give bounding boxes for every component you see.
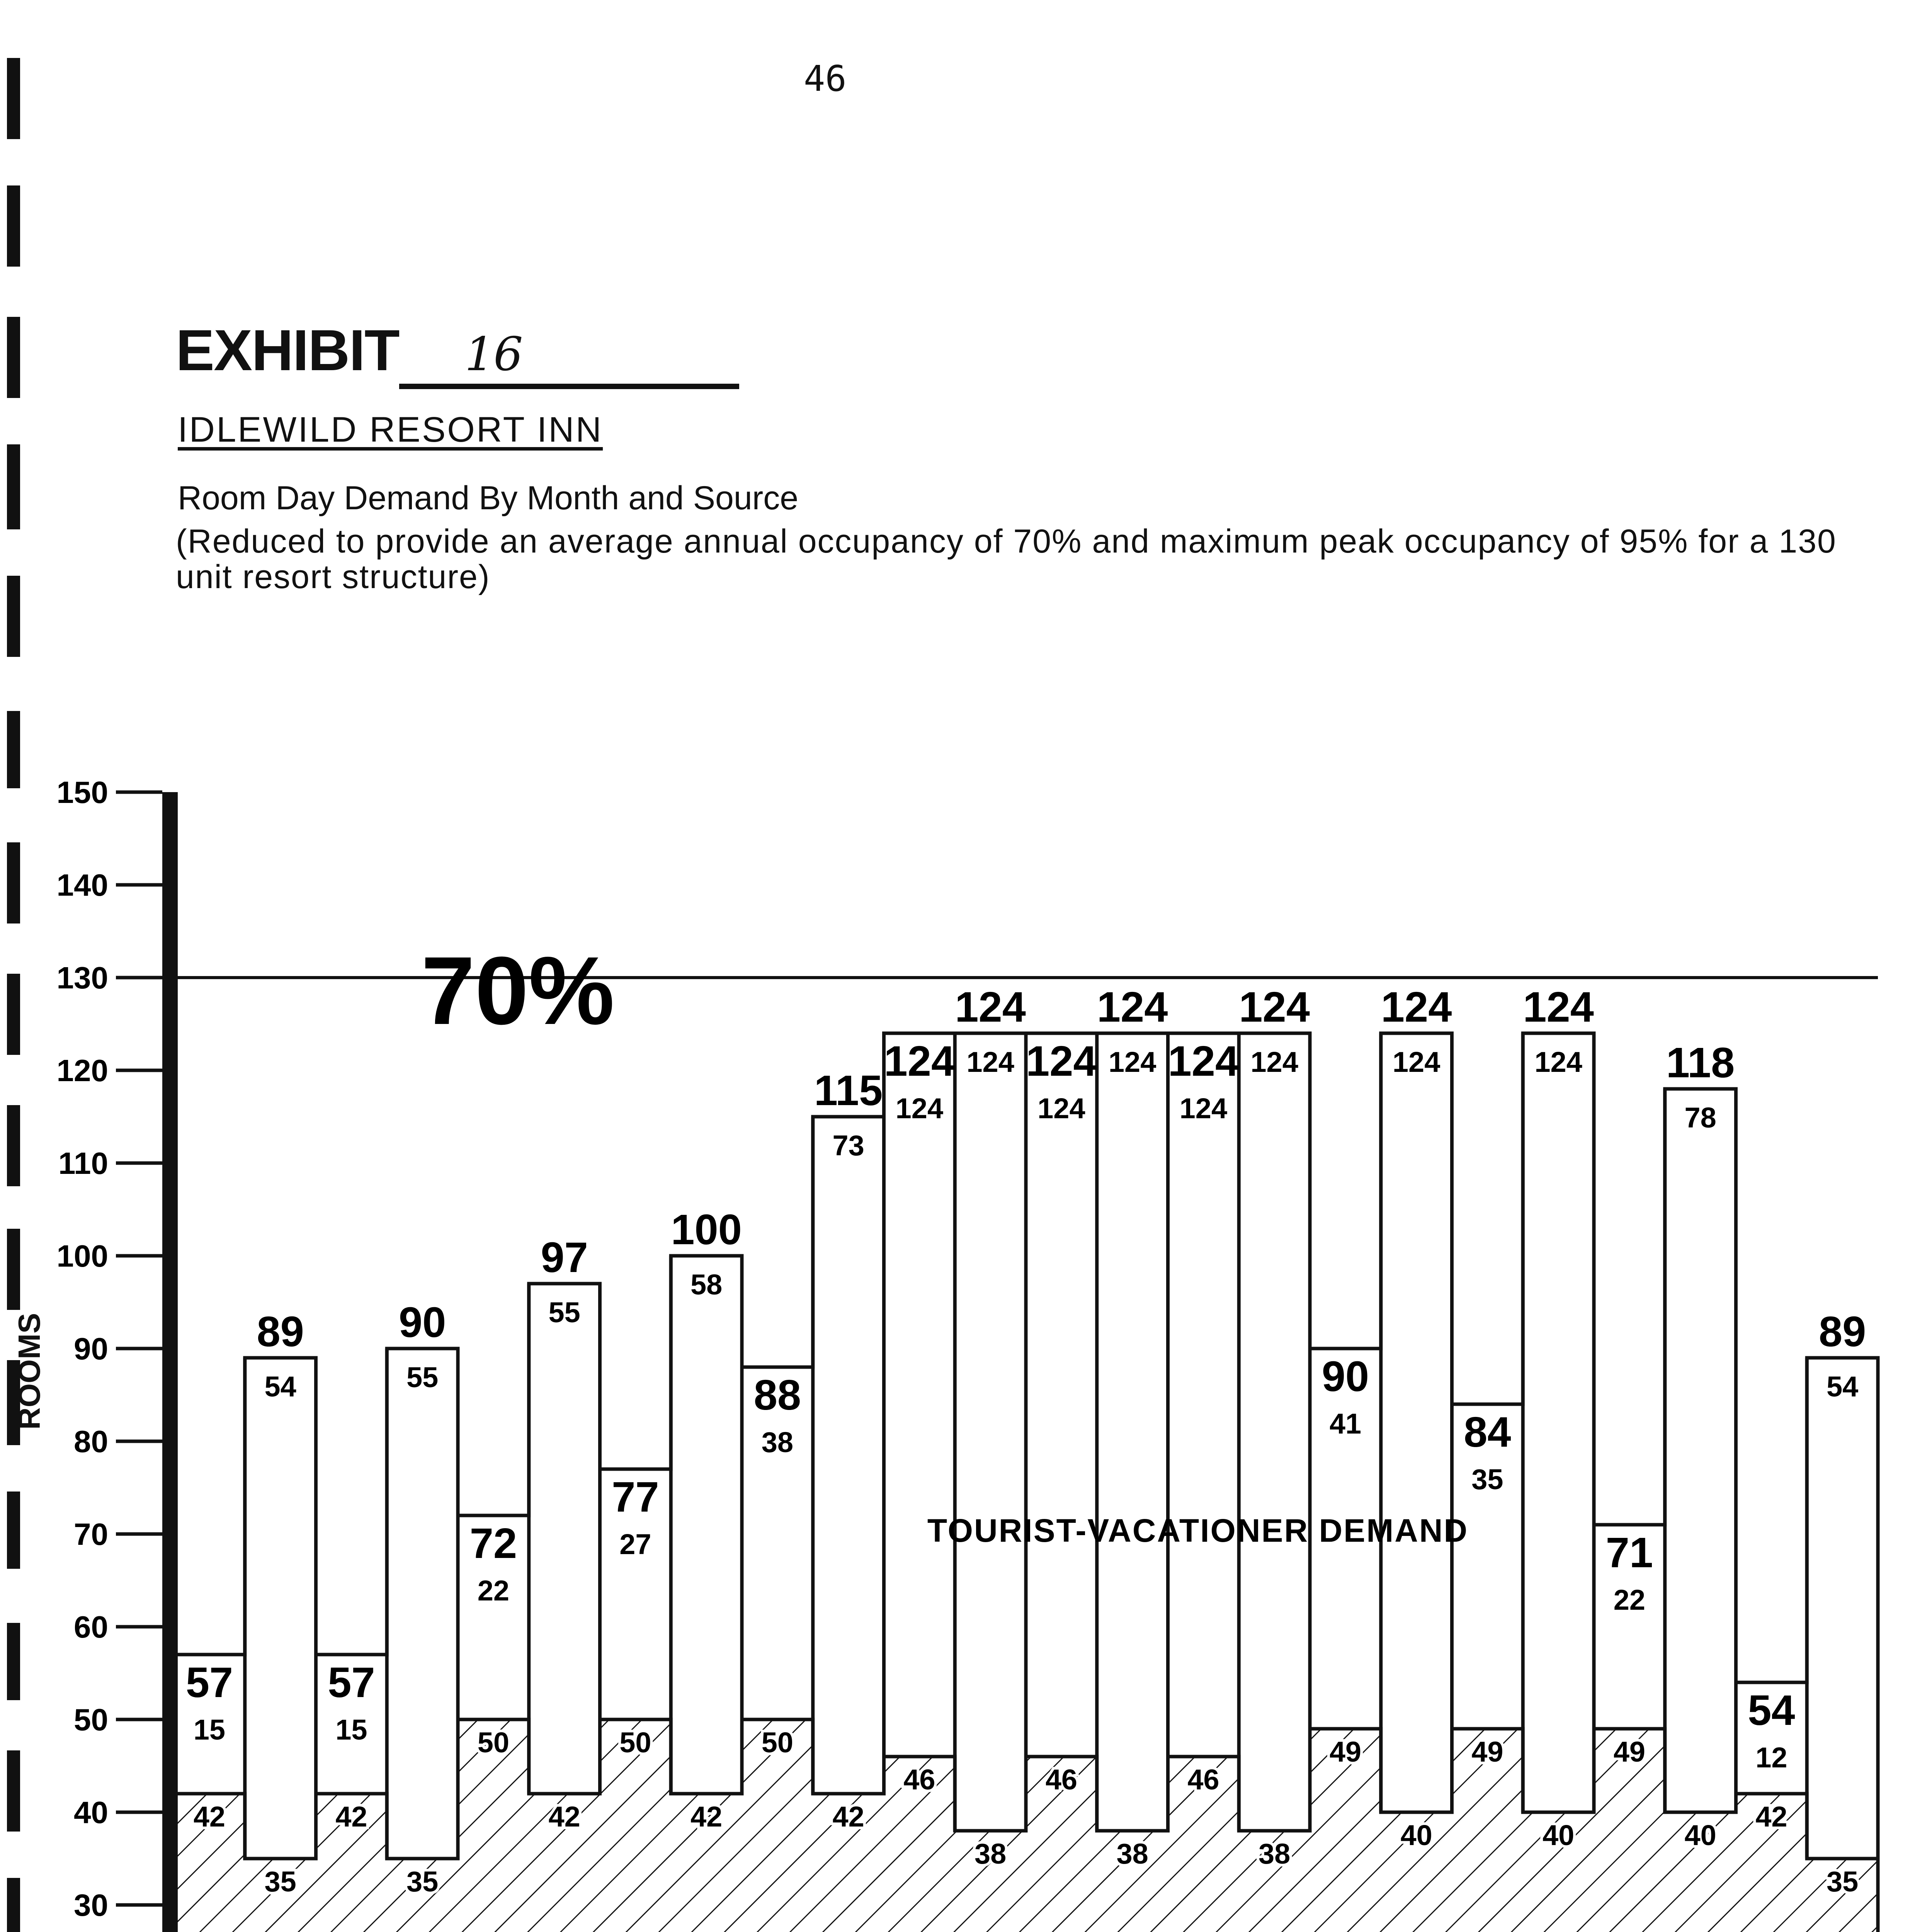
total-label: 115 xyxy=(814,1067,883,1114)
total-label: 124 xyxy=(1168,1037,1239,1085)
tourist-value-label: 27 xyxy=(619,1528,651,1560)
y-tick-label: 150 xyxy=(56,775,108,810)
group-value-label: 49 xyxy=(1329,1736,1362,1768)
y-tick-label: 100 xyxy=(56,1239,108,1273)
tourist-value-label: 73 xyxy=(832,1129,864,1162)
y-tick-label: 110 xyxy=(58,1146,108,1180)
total-label: 118 xyxy=(1666,1039,1735,1087)
tourist-value-label: 124 xyxy=(1534,1046,1582,1078)
total-label: 89 xyxy=(257,1308,304,1355)
group-value-label: 42 xyxy=(193,1801,226,1833)
group-value-label: 40 xyxy=(1542,1819,1575,1851)
tourist-value-label: 58 xyxy=(690,1269,723,1301)
total-label: 71 xyxy=(1605,1529,1653,1577)
y-tick-label: 60 xyxy=(74,1610,108,1644)
chart-subtitle: Room Day Demand By Month and Source xyxy=(178,480,799,517)
tourist-value-label: 22 xyxy=(477,1575,510,1607)
y-axis-label: ROOMS xyxy=(12,1313,46,1430)
group-value-label: 42 xyxy=(832,1801,864,1833)
y-tick-label: 40 xyxy=(74,1795,108,1830)
exhibit-number: 16 xyxy=(399,326,739,389)
group-value-label: 42 xyxy=(548,1801,580,1833)
group-value-label: 50 xyxy=(761,1726,794,1759)
total-label: 124 xyxy=(884,1037,955,1085)
group-value-label: 46 xyxy=(903,1764,935,1796)
group-value-label: 49 xyxy=(1471,1736,1503,1768)
resort-name: IDLEWILD RESORT INN xyxy=(178,410,603,449)
group-value-label: 35 xyxy=(406,1866,439,1898)
tourist-value-label: 12 xyxy=(1755,1742,1787,1774)
group-value-label: 50 xyxy=(619,1726,651,1759)
y-tick-label: 140 xyxy=(56,868,108,902)
total-label: 124 xyxy=(1381,983,1452,1031)
y-tick-label: 50 xyxy=(74,1702,108,1737)
tourist-value-label: 124 xyxy=(1392,1046,1440,1078)
tourist-value-label: 124 xyxy=(966,1046,1014,1078)
tourist-value-label: 54 xyxy=(264,1371,296,1403)
reference-line-label: 70% xyxy=(421,937,615,1044)
exhibit-label: EXHIBIT xyxy=(176,318,399,383)
group-value-label: 38 xyxy=(1258,1838,1291,1870)
group-value-label: 42 xyxy=(335,1801,367,1833)
group-value-label: 35 xyxy=(264,1866,296,1898)
group-value-label: 38 xyxy=(974,1838,1007,1870)
group-value-label: 40 xyxy=(1684,1819,1716,1851)
y-tick-label: 130 xyxy=(56,961,108,995)
total-label: 124 xyxy=(1523,983,1594,1031)
tourist-value-label: 124 xyxy=(1179,1092,1228,1124)
total-label: 97 xyxy=(541,1234,588,1281)
total-label: 124 xyxy=(1026,1037,1097,1085)
group-value-label: 49 xyxy=(1613,1736,1646,1768)
total-label: 57 xyxy=(185,1659,233,1706)
tourist-value-label: 124 xyxy=(895,1092,944,1124)
tourist-value-label: 124 xyxy=(1108,1046,1156,1078)
total-label: 89 xyxy=(1818,1308,1866,1355)
group-value-label: 46 xyxy=(1187,1764,1219,1796)
total-label: 57 xyxy=(328,1659,375,1706)
total-label: 84 xyxy=(1464,1408,1511,1456)
tourist-value-label: 124 xyxy=(1250,1046,1298,1078)
tourist-value-label: 55 xyxy=(548,1296,580,1328)
group-value-label: 50 xyxy=(477,1726,510,1759)
total-label: 90 xyxy=(1321,1353,1369,1400)
y-tick-label: 90 xyxy=(74,1332,108,1366)
group-value-label: 38 xyxy=(1116,1838,1148,1870)
chart-note: (Reduced to provide an average annual occupancy of 70% and maximum peak occupancy of 95% for a 130 unit resort structure) xyxy=(176,523,1837,595)
y-tick-label: 80 xyxy=(74,1424,108,1459)
tourist-value-label: 78 xyxy=(1684,1102,1716,1134)
total-label: 124 xyxy=(1239,983,1310,1031)
group-value-label: 42 xyxy=(690,1801,723,1833)
total-label: 88 xyxy=(753,1371,801,1419)
tourist-series-label: TOURIST-VACATIONER DEMAND xyxy=(927,1512,1469,1549)
total-label: 124 xyxy=(955,983,1026,1031)
y-tick-label: 30 xyxy=(74,1888,108,1922)
tourist-value-label: 55 xyxy=(406,1361,439,1393)
tourist-value-label: 35 xyxy=(1471,1463,1503,1495)
tourist-value-label: 15 xyxy=(193,1714,226,1746)
group-value-label: 46 xyxy=(1045,1764,1078,1796)
tourist-value-label: 54 xyxy=(1826,1371,1859,1403)
group-value-label: 35 xyxy=(1826,1866,1859,1898)
total-label: 90 xyxy=(398,1299,446,1346)
y-tick-label: 70 xyxy=(74,1517,108,1551)
total-label: 124 xyxy=(1097,983,1168,1031)
total-label: 100 xyxy=(671,1206,742,1253)
tourist-value-label: 22 xyxy=(1613,1584,1646,1616)
group-value-label: 42 xyxy=(1755,1801,1787,1833)
tourist-value-label: 124 xyxy=(1037,1092,1085,1124)
group-value-label: 40 xyxy=(1400,1819,1432,1851)
total-label: 77 xyxy=(612,1473,659,1521)
tourist-value-label: 15 xyxy=(335,1714,367,1746)
page-number: 46 xyxy=(804,58,847,99)
tourist-value-label: 38 xyxy=(761,1426,794,1458)
tourist-value-label: 41 xyxy=(1329,1408,1362,1440)
total-label: 54 xyxy=(1748,1687,1795,1734)
total-label: 72 xyxy=(469,1520,517,1567)
y-tick-label: 120 xyxy=(56,1053,108,1088)
